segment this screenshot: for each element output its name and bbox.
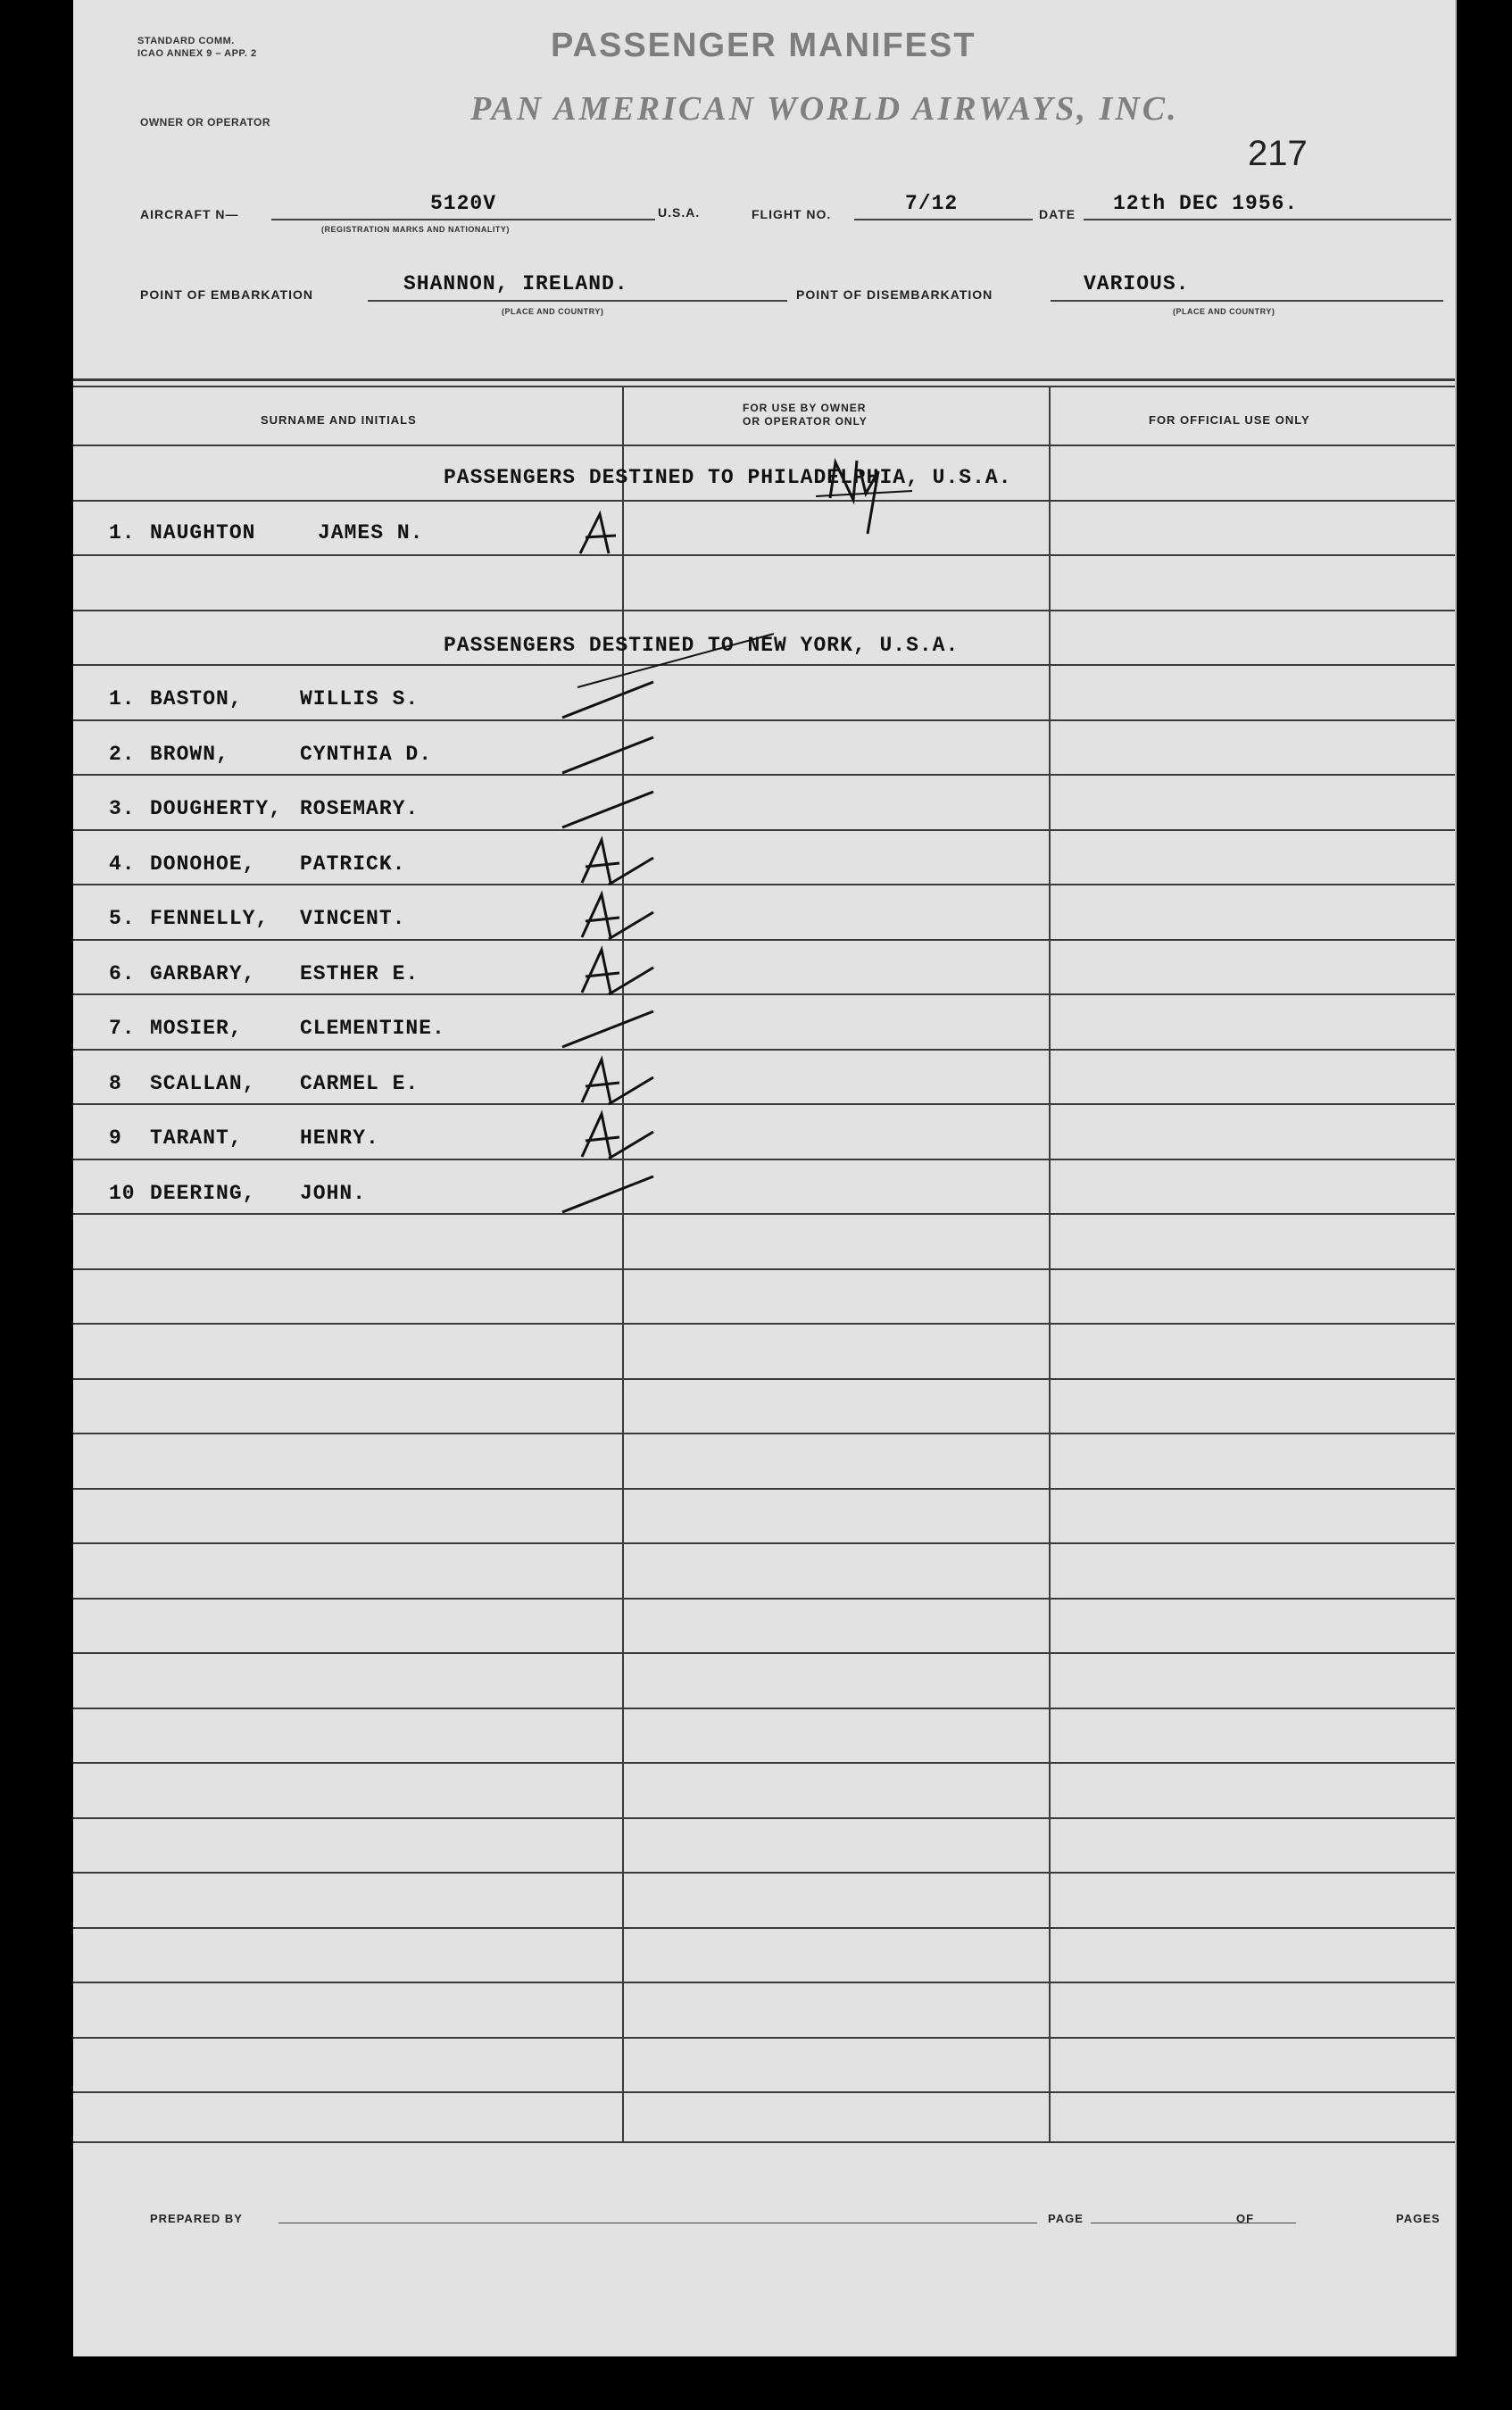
passenger-row-number: 1. <box>109 687 136 711</box>
handwritten-check-mark <box>546 776 662 838</box>
handwritten-a-mark <box>546 1051 662 1113</box>
row-rule <box>73 1708 1455 1709</box>
flight-number: 7/12 <box>905 192 959 215</box>
passenger-surname: GARBARY, <box>150 961 256 985</box>
row-rule <box>73 2091 1455 2093</box>
row-rule <box>73 1433 1455 1434</box>
operator-name: PAN AMERICAN WORLD AIRWAYS, INC. <box>470 90 1179 128</box>
passenger-given-name: JAMES N. <box>318 521 424 544</box>
row-rule <box>73 610 1455 611</box>
flight-label: FLIGHT NO. <box>752 207 832 221</box>
manifest-sheet <box>73 0 1457 2356</box>
passenger-row-number: 4. <box>109 852 136 876</box>
passenger-surname: DONOHOE, <box>150 852 256 876</box>
form-reference-line1: STANDARD COMM. <box>137 36 235 46</box>
group-heading-new-york: PASSENGERS DESTINED TO NEW YORK, U.S.A. <box>444 634 960 657</box>
row-rule <box>73 500 1455 502</box>
handwritten-check-mark <box>546 1160 662 1223</box>
handwritten-ny-note <box>814 445 921 543</box>
row-rule <box>73 1542 1455 1544</box>
passenger-row-number: 2. <box>109 742 136 766</box>
handwritten-check-mark <box>546 721 662 784</box>
passenger-row-number: 8 <box>109 1071 122 1095</box>
sheet-number: 217 <box>1248 134 1308 173</box>
passenger-surname: MOSIER, <box>150 1017 243 1040</box>
passenger-surname: DEERING, <box>150 1181 256 1205</box>
disembarkation-note: (PLACE AND COUNTRY) <box>1173 307 1275 316</box>
passenger-given-name: ROSEMARY. <box>300 797 420 820</box>
row-rule <box>73 1049 1455 1051</box>
form-reference-line2: ICAO ANNEX 9 – APP. 2 <box>137 48 257 59</box>
passenger-given-name: CYNTHIA D. <box>300 742 433 766</box>
column-header-official: FOR OFFICIAL USE ONLY <box>1149 413 1310 427</box>
passenger-given-name: ESTHER E. <box>300 961 420 985</box>
disembarkation-label: POINT OF DISEMBARKATION <box>796 287 993 302</box>
group-heading-philadelphia: PASSENGERS DESTINED TO PHILADELPHIA, U.S.A. <box>444 466 1012 489</box>
row-rule <box>73 1268 1455 1270</box>
passenger-given-name: WILLIS S. <box>300 687 420 711</box>
row-rule <box>73 1652 1455 1654</box>
aircraft-number: 5120V <box>430 192 497 215</box>
column-divider-2 <box>1049 387 1051 2141</box>
passenger-surname: TARANT, <box>150 1126 243 1150</box>
passenger-surname: BROWN, <box>150 742 229 766</box>
embarkation-point: SHANNON, IRELAND. <box>403 272 628 295</box>
column-header-owner-line1: FOR USE BY OWNER <box>743 402 867 414</box>
passenger-given-name: JOHN. <box>300 1181 367 1205</box>
row-rule <box>73 1488 1455 1490</box>
row-rule <box>73 1103 1455 1105</box>
handwritten-check-mark <box>546 666 662 728</box>
row-rule <box>73 1762 1455 1764</box>
pages-label: PAGES <box>1396 2212 1441 2225</box>
of-label: OF <box>1236 2212 1255 2225</box>
aircraft-label: AIRCRAFT N— <box>140 207 239 221</box>
page-title: PASSENGER MANIFEST <box>551 27 976 64</box>
embarkation-note: (PLACE AND COUNTRY) <box>502 307 604 316</box>
row-rule <box>73 1982 1455 1983</box>
column-header-owner-line2: OR OPERATOR ONLY <box>743 415 868 428</box>
passenger-surname: FENNELLY, <box>150 907 270 930</box>
passenger-given-name: PATRICK. <box>300 852 406 876</box>
row-rule <box>73 1872 1455 1874</box>
passenger-row-number: 6. <box>109 961 136 985</box>
passenger-row-number: 5. <box>109 907 136 930</box>
row-rule <box>73 774 1455 776</box>
row-rule <box>73 1817 1455 1819</box>
page-label: PAGE <box>1048 2212 1084 2225</box>
row-rule <box>73 993 1455 995</box>
flight-date: 12th DEC 1956. <box>1113 192 1299 215</box>
passenger-surname: BASTON, <box>150 687 243 711</box>
usa-label: U.S.A. <box>658 205 701 220</box>
row-rule <box>73 884 1455 885</box>
passenger-surname: SCALLAN, <box>150 1071 256 1095</box>
row-rule <box>73 1927 1455 1929</box>
prepared-by-label: PREPARED BY <box>150 2212 243 2225</box>
row-rule <box>73 445 1455 446</box>
handwritten-a-mark <box>573 509 627 562</box>
disembarkation-point: VARIOUS. <box>1084 272 1190 295</box>
owner-label: OWNER OR OPERATOR <box>140 116 271 129</box>
passenger-row-number: 3. <box>109 797 136 820</box>
handwritten-a-mark <box>546 885 662 948</box>
handwritten-a-mark <box>546 831 662 893</box>
embarkation-label: POINT OF EMBARKATION <box>140 287 313 302</box>
passenger-surname: NAUGHTON <box>150 521 256 544</box>
row-rule <box>73 719 1455 721</box>
passenger-given-name: CARMEL E. <box>300 1071 420 1095</box>
passenger-row-number: 7. <box>109 1017 136 1040</box>
row-rule <box>73 2037 1455 2039</box>
column-header-surname: SURNAME AND INITIALS <box>261 413 417 427</box>
passenger-given-name: CLEMENTINE. <box>300 1017 445 1040</box>
aircraft-note: (REGISTRATION MARKS AND NATIONALITY) <box>321 225 510 234</box>
row-rule <box>73 1323 1455 1325</box>
handwritten-check-mark <box>546 995 662 1058</box>
passenger-given-name: VINCENT. <box>300 907 406 930</box>
passenger-given-name: HENRY. <box>300 1126 379 1150</box>
row-rule <box>73 939 1455 941</box>
handwritten-a-mark <box>546 941 662 1003</box>
passenger-row-number: 1. <box>109 521 136 544</box>
date-label: DATE <box>1039 207 1076 221</box>
row-rule <box>73 1159 1455 1160</box>
row-rule <box>73 1378 1455 1380</box>
passenger-surname: DOUGHERTY, <box>150 797 283 820</box>
handwritten-a-mark <box>546 1105 662 1168</box>
row-rule <box>73 554 1455 556</box>
passenger-row-number: 9 <box>109 1126 122 1150</box>
row-rule <box>73 1598 1455 1600</box>
row-rule <box>73 1213 1455 1215</box>
passenger-row-number: 10 <box>109 1181 136 1205</box>
row-rule <box>73 829 1455 831</box>
